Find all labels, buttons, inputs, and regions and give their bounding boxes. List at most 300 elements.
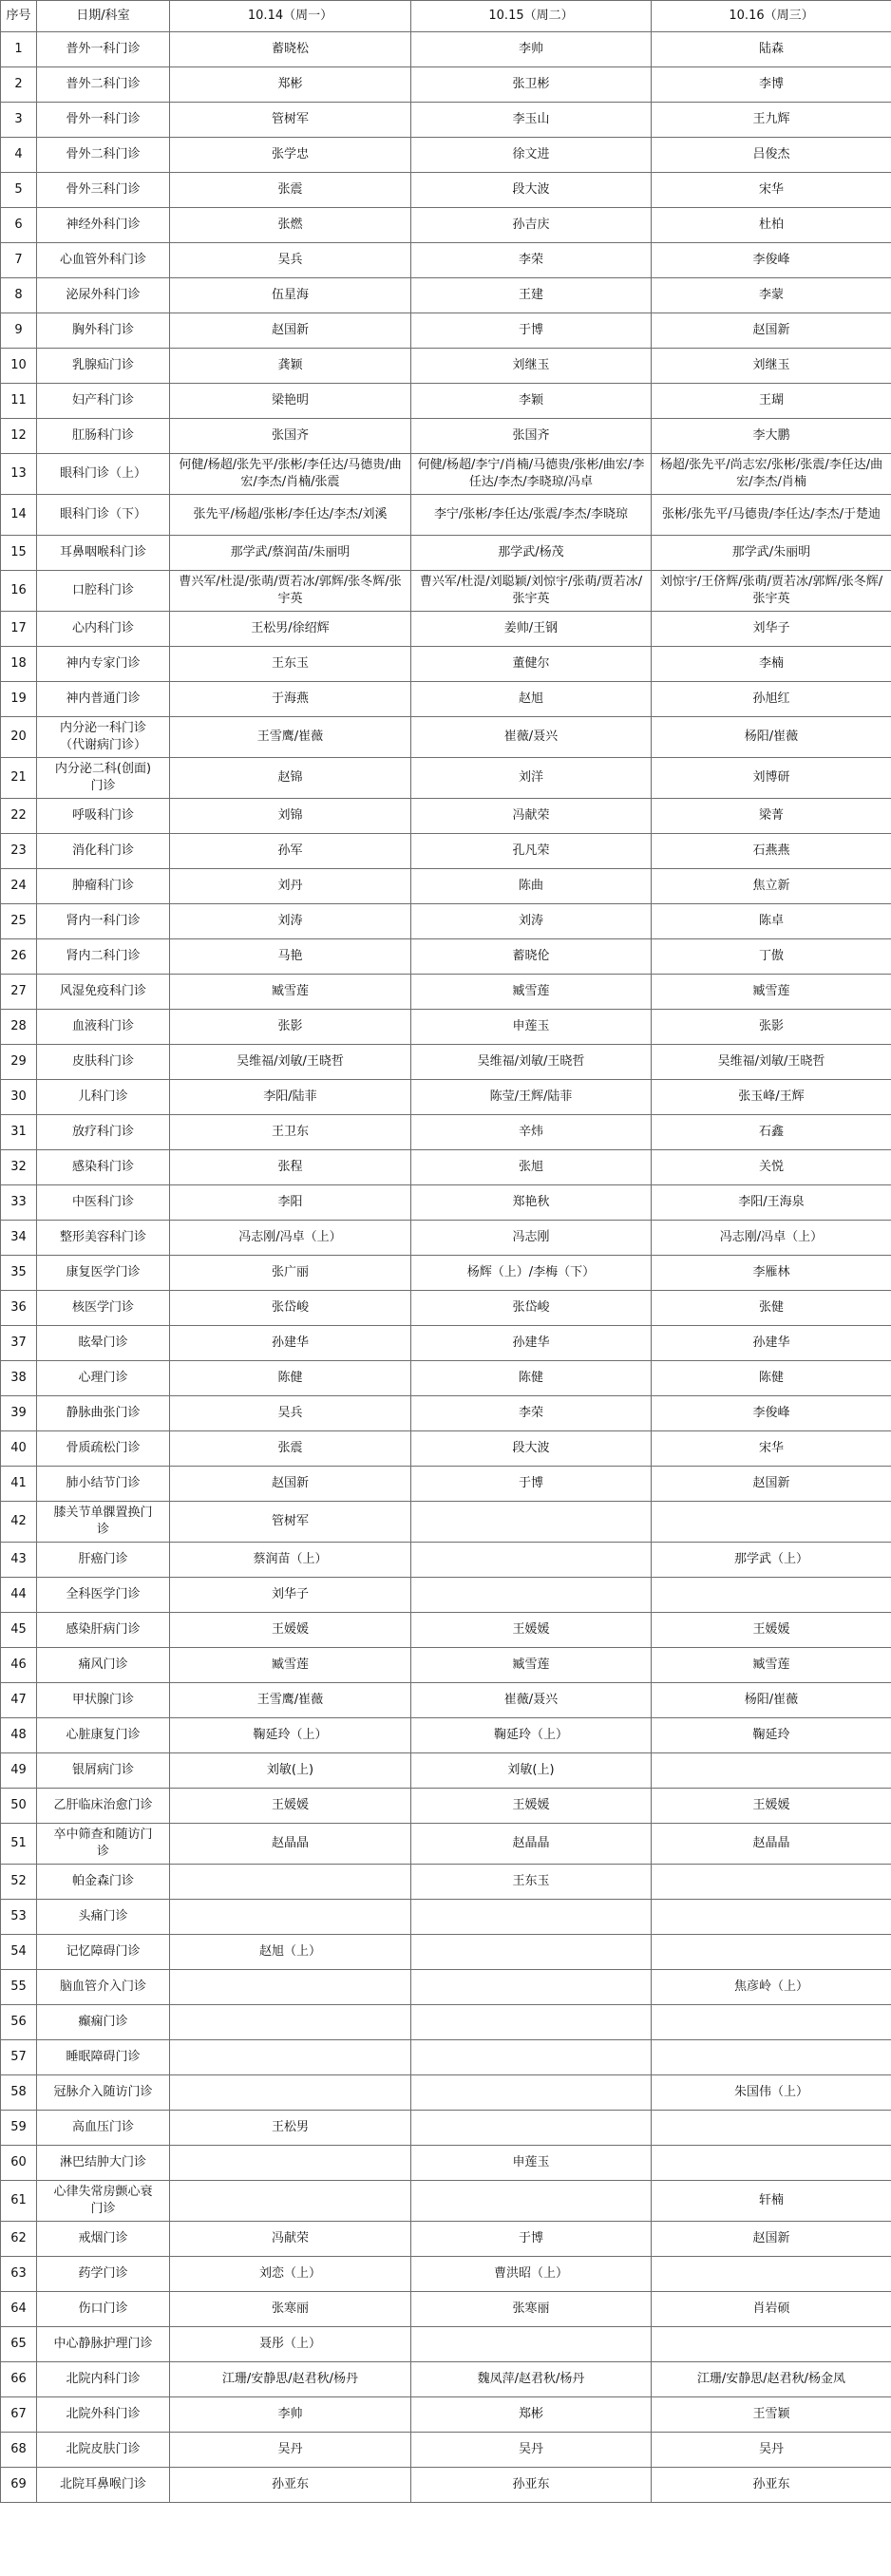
row-department: 肿瘤科门诊 — [37, 869, 170, 904]
row-day-1-doctors: 吴维福/刘敏/王晓哲 — [170, 1045, 411, 1080]
table-row — [1, 1543, 891, 1578]
row-day-2-doctors — [411, 1900, 652, 1935]
row-day-3-doctors: 吕俊杰 — [652, 138, 891, 173]
row-day-1-doctors: 刘锦 — [170, 799, 411, 834]
row-serial: 29 — [1, 1045, 37, 1080]
row-department: 全科医学门诊 — [37, 1578, 170, 1613]
row-serial: 32 — [1, 1150, 37, 1185]
row-day-1-doctors: 马艳 — [170, 939, 411, 975]
header-day-3: 10.16（周三） — [652, 1, 891, 32]
row-day-1-doctors: 李阳 — [170, 1185, 411, 1221]
row-day-2-doctors: 赵晶晶 — [411, 1824, 652, 1865]
row-day-2-doctors: 刘敏(上) — [411, 1753, 652, 1789]
row-day-3-doctors — [652, 2146, 891, 2181]
row-day-1-doctors: 吴兵 — [170, 243, 411, 278]
row-day-3-doctors: 李蒙 — [652, 278, 891, 313]
row-serial: 38 — [1, 1361, 37, 1396]
row-department: 感染肝病门诊 — [37, 1613, 170, 1648]
row-day-1-doctors: 龚颖 — [170, 349, 411, 384]
row-department: 肾内二科门诊 — [37, 939, 170, 975]
row-department: 心血管外科门诊 — [37, 243, 170, 278]
table-row — [1, 1045, 891, 1080]
row-day-1-doctors: 管树军 — [170, 103, 411, 138]
row-day-3-doctors: 陈卓 — [652, 904, 891, 939]
table-row — [1, 1900, 891, 1935]
row-day-1-doctors: 臧雪莲 — [170, 1648, 411, 1683]
row-day-1-doctors — [170, 2005, 411, 2040]
table-row — [1, 2146, 891, 2181]
row-serial: 12 — [1, 419, 37, 454]
row-department: 康复医学门诊 — [37, 1256, 170, 1291]
row-serial: 21 — [1, 758, 37, 799]
header-row — [1, 1, 891, 32]
row-day-1-doctors — [170, 1900, 411, 1935]
row-day-2-doctors: 张国齐 — [411, 419, 652, 454]
row-department: 耳鼻咽喉科门诊 — [37, 536, 170, 571]
row-day-2-doctors: 刘涛 — [411, 904, 652, 939]
row-day-3-doctors: 赵国新 — [652, 313, 891, 349]
row-day-2-doctors: 刘洋 — [411, 758, 652, 799]
row-department: 口腔科门诊 — [37, 571, 170, 612]
row-day-2-doctors: 吴丹 — [411, 2433, 652, 2468]
row-day-1-doctors: 王东玉 — [170, 647, 411, 682]
row-day-2-doctors: 臧雪莲 — [411, 975, 652, 1010]
table-row — [1, 2111, 891, 2146]
row-day-3-doctors: 刘继玉 — [652, 349, 891, 384]
table-row — [1, 1970, 891, 2005]
row-department: 普外一科门诊 — [37, 32, 170, 67]
row-day-1-doctors: 张广丽 — [170, 1256, 411, 1291]
table-row — [1, 2397, 891, 2433]
row-day-3-doctors: 轩楠 — [652, 2181, 891, 2222]
row-day-3-doctors: 焦立新 — [652, 869, 891, 904]
row-day-3-doctors: 王瑚 — [652, 384, 891, 419]
table-row — [1, 834, 891, 869]
row-department: 银屑病门诊 — [37, 1753, 170, 1789]
table-row — [1, 1150, 891, 1185]
row-day-3-doctors: 张影 — [652, 1010, 891, 1045]
row-day-2-doctors: 孙亚东 — [411, 2468, 652, 2503]
row-department: 眩晕门诊 — [37, 1326, 170, 1361]
row-day-2-doctors — [411, 2111, 652, 2146]
row-day-3-doctors: 张健 — [652, 1291, 891, 1326]
row-day-2-doctors — [411, 1543, 652, 1578]
row-serial: 48 — [1, 1718, 37, 1753]
row-department: 神经外科门诊 — [37, 208, 170, 243]
row-serial: 6 — [1, 208, 37, 243]
row-day-3-doctors: 吴维福/刘敏/王晓哲 — [652, 1045, 891, 1080]
row-day-3-doctors — [652, 2327, 891, 2362]
table-row — [1, 1185, 891, 1221]
row-day-1-doctors: 张震 — [170, 1431, 411, 1467]
table-row — [1, 1467, 891, 1502]
row-day-1-doctors: 刘敏(上) — [170, 1753, 411, 1789]
row-serial: 22 — [1, 799, 37, 834]
row-day-3-doctors: 梁菁 — [652, 799, 891, 834]
row-department: 乳腺疝门诊 — [37, 349, 170, 384]
row-day-1-doctors: 伍星海 — [170, 278, 411, 313]
row-department: 戒烟门诊 — [37, 2222, 170, 2257]
row-day-2-doctors: 魏凤萍/赵君秋/杨丹 — [411, 2362, 652, 2397]
row-day-2-doctors: 李玉山 — [411, 103, 652, 138]
row-day-3-doctors: 李俊峰 — [652, 1396, 891, 1431]
row-day-3-doctors: 杜柏 — [652, 208, 891, 243]
row-day-1-doctors: 孙建华 — [170, 1326, 411, 1361]
row-day-2-doctors: 曹洪昭（上） — [411, 2257, 652, 2292]
table-row — [1, 1718, 891, 1753]
row-department: 骨质疏松门诊 — [37, 1431, 170, 1467]
row-serial: 65 — [1, 2327, 37, 2362]
row-day-2-doctors: 姜帅/王钢 — [411, 612, 652, 647]
row-serial: 14 — [1, 495, 37, 536]
row-day-1-doctors: 赵锦 — [170, 758, 411, 799]
row-department: 肛肠科门诊 — [37, 419, 170, 454]
row-department: 乙肝临床治愈门诊 — [37, 1789, 170, 1824]
row-day-1-doctors: 张先平/杨超/张彬/李任达/李杰/刘溪 — [170, 495, 411, 536]
row-department: 甲状腺门诊 — [37, 1683, 170, 1718]
row-department: 核医学门诊 — [37, 1291, 170, 1326]
row-day-1-doctors: 王卫东 — [170, 1115, 411, 1150]
table-row — [1, 2181, 891, 2222]
row-department: 风湿免疫科门诊 — [37, 975, 170, 1010]
row-day-2-doctors: 崔薇/聂兴 — [411, 1683, 652, 1718]
row-day-3-doctors — [652, 2005, 891, 2040]
row-day-3-doctors: 王九辉 — [652, 103, 891, 138]
row-day-3-doctors: 孙建华 — [652, 1326, 891, 1361]
row-day-3-doctors: 丁傲 — [652, 939, 891, 975]
table-row — [1, 1648, 891, 1683]
row-day-2-doctors: 杨辉（上）/李梅（下） — [411, 1256, 652, 1291]
row-serial: 37 — [1, 1326, 37, 1361]
row-day-1-doctors: 王雪鹰/崔薇 — [170, 717, 411, 758]
row-day-2-doctors: 段大波 — [411, 1431, 652, 1467]
table-row — [1, 2362, 891, 2397]
table-row — [1, 243, 891, 278]
row-day-2-doctors: 李帅 — [411, 32, 652, 67]
row-day-1-doctors: 吴丹 — [170, 2433, 411, 2468]
row-day-1-doctors: 江珊/安静思/赵君秋/杨丹 — [170, 2362, 411, 2397]
row-day-2-doctors: 段大波 — [411, 173, 652, 208]
row-department: 痛风门诊 — [37, 1648, 170, 1683]
row-department: 癫痫门诊 — [37, 2005, 170, 2040]
row-department: 泌尿外科门诊 — [37, 278, 170, 313]
header-serial: 序号 — [1, 1, 37, 32]
row-serial: 17 — [1, 612, 37, 647]
row-serial: 28 — [1, 1010, 37, 1045]
row-day-1-doctors: 曹兴军/杜湜/张萌/贾若冰/郭辉/张冬辉/张宇英 — [170, 571, 411, 612]
row-day-2-doctors: 崔薇/聂兴 — [411, 717, 652, 758]
row-day-1-doctors: 李帅 — [170, 2397, 411, 2433]
row-day-3-doctors: 臧雪莲 — [652, 1648, 891, 1683]
row-day-2-doctors: 申莲玉 — [411, 2146, 652, 2181]
table-row — [1, 2468, 891, 2503]
row-day-1-doctors: 蔡润苗（上） — [170, 1543, 411, 1578]
row-serial: 5 — [1, 173, 37, 208]
row-day-2-doctors: 鞠延玲（上） — [411, 1718, 652, 1753]
row-department: 呼吸科门诊 — [37, 799, 170, 834]
row-day-2-doctors: 臧雪莲 — [411, 1648, 652, 1683]
row-day-2-doctors: 张寒丽 — [411, 2292, 652, 2327]
row-serial: 50 — [1, 1789, 37, 1824]
row-department: 中心静脉护理门诊 — [37, 2327, 170, 2362]
table-row — [1, 349, 891, 384]
row-department: 伤口门诊 — [37, 2292, 170, 2327]
row-day-1-doctors — [170, 2075, 411, 2111]
table-row — [1, 717, 891, 758]
row-department: 神内普通门诊 — [37, 682, 170, 717]
row-day-1-doctors — [170, 1970, 411, 2005]
row-day-3-doctors: 臧雪莲 — [652, 975, 891, 1010]
row-day-1-doctors: 于海燕 — [170, 682, 411, 717]
row-day-2-doctors: 冯献荣 — [411, 799, 652, 834]
row-serial: 31 — [1, 1115, 37, 1150]
row-day-3-doctors: 李阳/王海泉 — [652, 1185, 891, 1221]
row-department: 心律失常房颤心衰 门诊 — [37, 2181, 170, 2222]
row-serial: 7 — [1, 243, 37, 278]
row-day-2-doctors — [411, 2327, 652, 2362]
row-day-3-doctors: 杨超/张先平/尚志宏/张彬/张震/李任达/曲宏/李杰/肖楠 — [652, 454, 891, 495]
row-serial: 68 — [1, 2433, 37, 2468]
table-row — [1, 278, 891, 313]
row-department: 心脏康复门诊 — [37, 1718, 170, 1753]
row-department: 妇产科门诊 — [37, 384, 170, 419]
row-day-1-doctors: 刘丹 — [170, 869, 411, 904]
row-day-3-doctors — [652, 1578, 891, 1613]
row-department: 记忆障碍门诊 — [37, 1935, 170, 1970]
table-row — [1, 103, 891, 138]
row-day-3-doctors: 宋华 — [652, 173, 891, 208]
row-day-1-doctors: 孙亚东 — [170, 2468, 411, 2503]
row-day-1-doctors: 张岱峻 — [170, 1291, 411, 1326]
row-day-2-doctors — [411, 2075, 652, 2111]
row-department: 内分泌二科(创面) 门诊 — [37, 758, 170, 799]
row-day-3-doctors: 王雪颖 — [652, 2397, 891, 2433]
table-row — [1, 536, 891, 571]
row-serial: 51 — [1, 1824, 37, 1865]
row-serial: 3 — [1, 103, 37, 138]
table-row — [1, 2327, 891, 2362]
table-row — [1, 1221, 891, 1256]
row-day-3-doctors: 赵国新 — [652, 1467, 891, 1502]
row-day-3-doctors: 宋华 — [652, 1431, 891, 1467]
table-row — [1, 1753, 891, 1789]
row-day-3-doctors: 那学武/朱丽明 — [652, 536, 891, 571]
row-day-1-doctors: 吴兵 — [170, 1396, 411, 1431]
row-day-3-doctors — [652, 1935, 891, 1970]
table-row — [1, 384, 891, 419]
row-day-3-doctors — [652, 2111, 891, 2146]
header-dept: 日期/科室 — [37, 1, 170, 32]
row-day-3-doctors: 李雁林 — [652, 1256, 891, 1291]
row-day-1-doctors: 孙军 — [170, 834, 411, 869]
table-row — [1, 758, 891, 799]
table-row — [1, 32, 891, 67]
table-row — [1, 454, 891, 495]
row-serial: 44 — [1, 1578, 37, 1613]
row-serial: 57 — [1, 2040, 37, 2075]
row-day-2-doctors: 张旭 — [411, 1150, 652, 1185]
row-day-1-doctors: 张燃 — [170, 208, 411, 243]
row-serial: 35 — [1, 1256, 37, 1291]
row-day-1-doctors: 蓄晓松 — [170, 32, 411, 67]
row-day-2-doctors: 孙建华 — [411, 1326, 652, 1361]
row-day-3-doctors — [652, 1865, 891, 1900]
row-department: 帕金森门诊 — [37, 1865, 170, 1900]
row-day-1-doctors: 梁艳明 — [170, 384, 411, 419]
row-department: 卒中筛查和随访门 诊 — [37, 1824, 170, 1865]
row-day-3-doctors — [652, 1502, 891, 1543]
row-day-1-doctors: 管树军 — [170, 1502, 411, 1543]
row-day-2-doctors: 于博 — [411, 313, 652, 349]
row-day-1-doctors — [170, 2146, 411, 2181]
row-department: 北院外科门诊 — [37, 2397, 170, 2433]
header-day-2: 10.15（周二） — [411, 1, 652, 32]
row-day-3-doctors: 王媛媛 — [652, 1789, 891, 1824]
row-day-2-doctors — [411, 2040, 652, 2075]
row-department: 眼科门诊（上） — [37, 454, 170, 495]
row-day-1-doctors: 冯志刚/冯卓（上） — [170, 1221, 411, 1256]
row-day-3-doctors: 李博 — [652, 67, 891, 103]
row-serial: 26 — [1, 939, 37, 975]
table-row — [1, 647, 891, 682]
row-day-1-doctors: 王松男 — [170, 2111, 411, 2146]
row-day-1-doctors: 鞠延玲（上） — [170, 1718, 411, 1753]
row-serial: 30 — [1, 1080, 37, 1115]
table-row — [1, 1361, 891, 1396]
row-department: 冠脉介入随访门诊 — [37, 2075, 170, 2111]
row-day-3-doctors: 关悦 — [652, 1150, 891, 1185]
row-day-3-doctors: 孙亚东 — [652, 2468, 891, 2503]
row-day-3-doctors: 陆森 — [652, 32, 891, 67]
row-day-3-doctors — [652, 2257, 891, 2292]
row-day-3-doctors — [652, 1753, 891, 1789]
table-row — [1, 939, 891, 975]
row-department: 脑血管介入门诊 — [37, 1970, 170, 2005]
row-day-2-doctors: 于博 — [411, 2222, 652, 2257]
row-day-2-doctors — [411, 2005, 652, 2040]
row-day-3-doctors: 冯志刚/冯卓（上） — [652, 1221, 891, 1256]
row-day-2-doctors: 王建 — [411, 278, 652, 313]
row-serial: 4 — [1, 138, 37, 173]
table-row — [1, 1396, 891, 1431]
table-row — [1, 869, 891, 904]
table-row — [1, 1935, 891, 1970]
row-serial: 36 — [1, 1291, 37, 1326]
table-row — [1, 67, 891, 103]
row-day-3-doctors: 张玉峰/王辉 — [652, 1080, 891, 1115]
row-serial: 18 — [1, 647, 37, 682]
row-department: 骨外二科门诊 — [37, 138, 170, 173]
row-department: 胸外科门诊 — [37, 313, 170, 349]
table-row — [1, 1010, 891, 1045]
row-department: 淋巴结肿大门诊 — [37, 2146, 170, 2181]
table-row — [1, 2005, 891, 2040]
row-day-1-doctors — [170, 2040, 411, 2075]
table-row — [1, 138, 891, 173]
row-department: 药学门诊 — [37, 2257, 170, 2292]
row-day-3-doctors: 江珊/安静思/赵君秋/杨金凤 — [652, 2362, 891, 2397]
table-row — [1, 799, 891, 834]
row-serial: 52 — [1, 1865, 37, 1900]
row-day-2-doctors: 那学武/杨茂 — [411, 536, 652, 571]
row-department: 睡眠障碍门诊 — [37, 2040, 170, 2075]
row-department: 骨外三科门诊 — [37, 173, 170, 208]
row-day-1-doctors — [170, 2181, 411, 2222]
table-row — [1, 2222, 891, 2257]
row-serial: 66 — [1, 2362, 37, 2397]
row-day-3-doctors — [652, 1900, 891, 1935]
row-day-3-doctors: 李楠 — [652, 647, 891, 682]
row-day-2-doctors: 陈莹/王辉/陆菲 — [411, 1080, 652, 1115]
row-day-3-doctors — [652, 2040, 891, 2075]
row-serial: 69 — [1, 2468, 37, 2503]
row-serial: 56 — [1, 2005, 37, 2040]
row-day-1-doctors: 赵旭（上） — [170, 1935, 411, 1970]
row-serial: 23 — [1, 834, 37, 869]
table-row — [1, 1613, 891, 1648]
row-day-2-doctors: 王媛媛 — [411, 1613, 652, 1648]
row-serial: 54 — [1, 1935, 37, 1970]
table-row — [1, 2040, 891, 2075]
table-row — [1, 1080, 891, 1115]
row-day-3-doctors: 陈健 — [652, 1361, 891, 1396]
table-row — [1, 1578, 891, 1613]
table-row — [1, 173, 891, 208]
row-department: 消化科门诊 — [37, 834, 170, 869]
row-department: 肾内一科门诊 — [37, 904, 170, 939]
row-day-3-doctors: 张彬/张先平/马德贵/李任达/李杰/于楚迪 — [652, 495, 891, 536]
row-serial: 33 — [1, 1185, 37, 1221]
table-row — [1, 975, 891, 1010]
row-day-1-doctors: 张震 — [170, 173, 411, 208]
row-day-2-doctors: 孔凡荣 — [411, 834, 652, 869]
row-day-2-doctors: 吴维福/刘敏/王晓哲 — [411, 1045, 652, 1080]
row-day-2-doctors: 徐文进 — [411, 138, 652, 173]
row-serial: 9 — [1, 313, 37, 349]
row-day-3-doctors: 王媛媛 — [652, 1613, 891, 1648]
row-day-2-doctors: 辛炜 — [411, 1115, 652, 1150]
row-serial: 39 — [1, 1396, 37, 1431]
row-day-1-doctors: 陈健 — [170, 1361, 411, 1396]
row-day-1-doctors: 聂彤（上） — [170, 2327, 411, 2362]
row-department: 高血压门诊 — [37, 2111, 170, 2146]
row-serial: 13 — [1, 454, 37, 495]
row-department: 放疗科门诊 — [37, 1115, 170, 1150]
row-serial: 41 — [1, 1467, 37, 1502]
row-serial: 20 — [1, 717, 37, 758]
row-day-1-doctors: 王松男/徐绍辉 — [170, 612, 411, 647]
row-serial: 49 — [1, 1753, 37, 1789]
row-day-2-doctors: 何健/杨超/李宁/肖楠/马德贵/张彬/曲宏/李任达/李杰/李晓琼/冯卓 — [411, 454, 652, 495]
table-row — [1, 1789, 891, 1824]
table-row — [1, 571, 891, 612]
row-serial: 8 — [1, 278, 37, 313]
table-row — [1, 1431, 891, 1467]
row-day-3-doctors: 刘惊宇/王侪辉/张萌/贾若冰/郭辉/张冬辉/张宇英 — [652, 571, 891, 612]
row-day-1-doctors: 王媛媛 — [170, 1789, 411, 1824]
row-day-3-doctors: 石鑫 — [652, 1115, 891, 1150]
row-day-3-doctors: 朱国伟（上） — [652, 2075, 891, 2111]
row-department: 整形美容科门诊 — [37, 1221, 170, 1256]
row-day-3-doctors: 杨阳/崔薇 — [652, 717, 891, 758]
row-day-1-doctors: 张国齐 — [170, 419, 411, 454]
row-day-2-doctors: 王东玉 — [411, 1865, 652, 1900]
table-row — [1, 208, 891, 243]
row-day-2-doctors: 李荣 — [411, 1396, 652, 1431]
table-row — [1, 612, 891, 647]
row-day-1-doctors: 李阳/陆菲 — [170, 1080, 411, 1115]
row-department: 神内专家门诊 — [37, 647, 170, 682]
